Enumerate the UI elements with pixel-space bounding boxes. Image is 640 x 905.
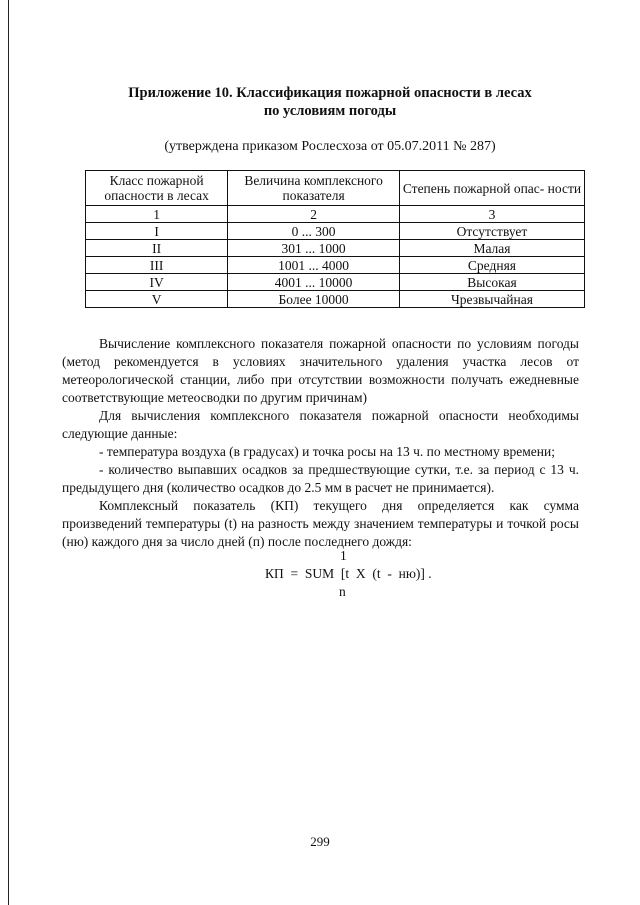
table-cell: 0 ... 300 (228, 223, 400, 240)
table-cell: Более 10000 (228, 291, 400, 308)
table-cell: 301 ... 1000 (228, 240, 400, 257)
header-danger-degree: Степень пожарной опас- ности (399, 171, 584, 206)
table-header-row (86, 171, 585, 206)
page-number: 299 (310, 834, 330, 849)
paragraph-complex-index: Комплексный показатель (КП) текущего дня определяется как сумма произведений температуры (t) на разность между значением температуры и точкой росы (ню) каждого дня за число дней (п) после последнего дождя: (62, 498, 579, 549)
table-row (86, 240, 585, 257)
header-index-value: Величина комплексного показателя (228, 171, 400, 206)
table-cell: Высокая (399, 274, 584, 291)
title-line-2: по условиям погоды (263, 103, 397, 119)
scan-margin-line (8, 0, 9, 905)
table-cell: Чрезвычайная (399, 291, 584, 308)
table-cell: V (86, 291, 228, 308)
table-row (86, 274, 585, 291)
table-row (86, 257, 585, 274)
paragraph-method: Вычисление комплексного показателя пожарной опасности по условиям погоды (метод рекомендуется в условиях значительного удаления участка лесов от метеорологической станции, либо при отсутствии возможности получать ежедневные соответствующие метеосводки по другим причинам) (62, 336, 579, 405)
formula-lower-index: n (339, 584, 346, 599)
table-cell: 4001 ... 10000 (228, 274, 400, 291)
list-item-temperature: - температура воздуха (в градусах) и точка росы на 13 ч. по местному времени; (99, 444, 555, 459)
paragraph-required-data: Для вычисления комплексного показателя пожарной опасности необходимы следующие данные: (62, 408, 579, 441)
table-cell: 1 (86, 206, 228, 223)
header-class: Класс пожарной опасности в лесах (86, 171, 228, 206)
table-cell: I (86, 223, 228, 240)
body-text (62, 335, 579, 551)
table-cell: Отсутствует (399, 223, 584, 240)
title-line-1: Приложение 10. Классификация пожарной опасности в лесах (128, 85, 532, 101)
table-cell: IV (86, 274, 228, 291)
list-item-precipitation: - количество выпавших осадков за предшествующие сутки, т.е. за период с 13 ч. предыдущего дня (количество осадков до 2.5 мм в расчет не принимается). (62, 462, 579, 495)
table-cell: 1001 ... 4000 (228, 257, 400, 274)
formula-main: КП = SUM [t X (t - ню)] . (265, 566, 432, 581)
table-cell: 3 (399, 206, 584, 223)
table-cell: Средняя (399, 257, 584, 274)
document-title (60, 84, 600, 120)
formula-upper-index: 1 (340, 548, 347, 563)
approval-note: (утверждена приказом Рослесхоза от 05.07.2011 № 287) (164, 139, 496, 154)
table-cell: Малая (399, 240, 584, 257)
table-column-numbers-row (86, 206, 585, 223)
table-row (86, 223, 585, 240)
fire-danger-class-table (85, 170, 585, 308)
table-cell: III (86, 257, 228, 274)
table-row (86, 291, 585, 308)
table-cell: 2 (228, 206, 400, 223)
table-cell: II (86, 240, 228, 257)
